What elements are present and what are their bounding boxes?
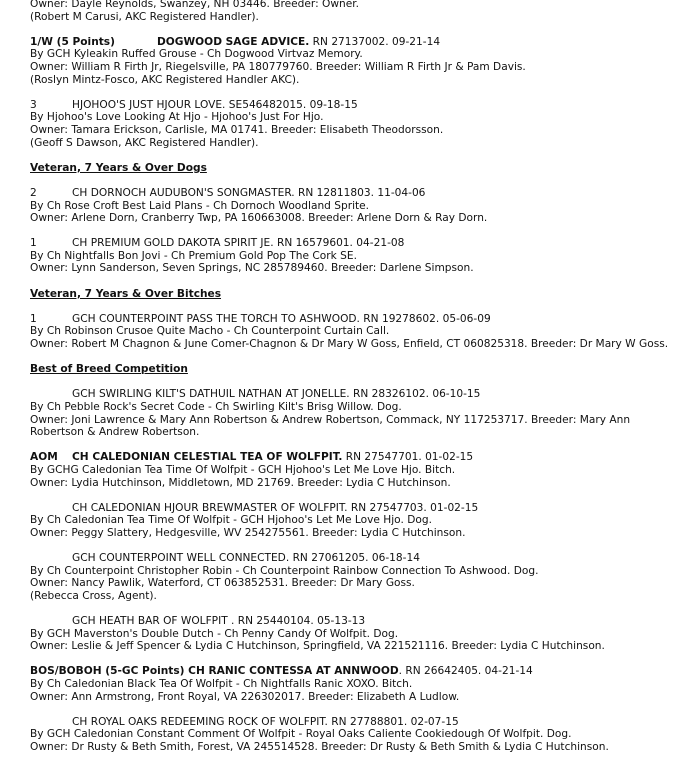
- entry: [30, 615, 695, 653]
- owner-breeder: Owner: Lynn Sanderson, Seven Springs, NC 285789460. Breeder: Darlene Simpson.: [30, 262, 474, 275]
- sire-dam: By GCH Maverston's Double Dutch - Ch Penny Candy Of Wolfpit. Dog.: [30, 627, 399, 640]
- dog-name: GCH HEATH BAR OF WOLFPIT . RN 25440104. 05-13-13: [72, 615, 366, 628]
- entry: [30, 552, 695, 602]
- sire-dam: By Ch Nightfalls Bon Jovi - Ch Premium Gold Pop The Cork SE.: [30, 249, 357, 262]
- dog-name: CH ROYAL OAKS REDEEMING ROCK OF WOLFPIT. RN 27788801. 02-07-15: [72, 715, 459, 728]
- placement: 1: [30, 312, 37, 325]
- section-heading: Best of Breed Competition: [30, 363, 188, 376]
- placement: 1: [30, 237, 37, 250]
- sire-dam: By Ch Caledonian Black Tea Of Wolfpit - Ch Nightfalls Ranic XOXO. Bitch.: [30, 678, 413, 691]
- owner-breeder: Owner: Dr Rusty & Beth Smith, Forest, VA 245514528. Breeder: Dr Rusty & Beth Smith & Lydia C Hutchinson.: [30, 741, 609, 754]
- dog-name: GCH COUNTERPOINT WELL CONNECTED. RN 27061205. 06-18-14: [72, 552, 420, 565]
- dog-name: HJOHOO'S JUST HJOUR LOVE. SE546482015. 09-18-15: [72, 98, 358, 111]
- owner-breeder: Owner: Tamara Erickson, Carlisle, MA 01741. Breeder: Elisabeth Theodorsson.: [30, 123, 444, 136]
- owner-line: Owner: Dayle Reynolds, Swanzey, NH 03446. Breeder: Owner.: [30, 0, 360, 10]
- owner-breeder: Owner: Joni Lawrence & Mary Ann Robertson & Andrew Robertson, Commack, NY 117253717. Breeder: Mary Ann: [30, 413, 631, 426]
- results-document: [30, 0, 695, 754]
- owner-breeder: Owner: Lydia Hutchinson, Middletown, MD 21769. Breeder: Lydia C Hutchinson.: [30, 476, 451, 489]
- dog-name: DOGWOOD SAGE ADVICE.: [157, 35, 310, 48]
- dog-name: BOS/BOBOH (5-GC Points) CH RANIC CONTESSA AT ANNWOOD: [30, 665, 399, 678]
- placement: 2: [30, 186, 37, 199]
- owner-breeder: Owner: Nancy Pawlik, Waterford, CT 063852531. Breeder: Dr Mary Goss.: [30, 577, 415, 590]
- registration: . RN 26642405. 04-21-14: [398, 665, 533, 678]
- owner-breeder: Owner: Peggy Slattery, Hedgesville, WV 254275561. Breeder: Lydia C Hutchinson.: [30, 526, 466, 539]
- registration: RN 27137002. 09-21-14: [309, 35, 441, 48]
- dog-name: GCH SWIRLING KILT'S DATHUIL NATHAN AT JONELLE. RN 28326102. 06-10-15: [72, 388, 481, 401]
- dog-name: CH PREMIUM GOLD DAKOTA SPIRIT JE. RN 16579601. 04-21-08: [72, 237, 405, 250]
- placement: 3: [30, 98, 37, 111]
- owner-breeder: Owner: Robert M Chagnon & June Comer-Chagnon & Dr Mary W Goss, Enfield, CT 060825318. Breeder: Dr Mary W Goss.: [30, 338, 669, 351]
- entry: [30, 716, 695, 754]
- dog-name: CH CALEDONIAN CELESTIAL TEA OF WOLFPIT.: [72, 451, 343, 464]
- sire-dam: By Ch Rose Croft Best Laid Plans - Ch Dornoch Woodland Sprite.: [30, 199, 370, 212]
- dog-name: CH CALEDONIAN HJOUR BREWMASTER OF WOLFPIT. RN 27547703. 01-02-15: [72, 501, 479, 514]
- sire-dam: By Ch Counterpoint Christopher Robin - Ch Counterpoint Rainbow Connection To Ashwood. Dog.: [30, 564, 539, 577]
- section-heading: Veteran, 7 Years & Over Bitches: [30, 287, 222, 300]
- owner-breeder: Owner: William R Firth Jr, Riegelsville, PA 180779760. Breeder: William R Firth Jr & Pam Davis.: [30, 60, 526, 73]
- sire-dam: By GCH Kyleakin Ruffed Grouse - Ch Dogwood Virtvaz Memory.: [30, 48, 363, 61]
- entry: [30, 313, 695, 351]
- placement: 1/W (5 Points): [30, 35, 115, 48]
- entry: [30, 237, 695, 275]
- placement: AOM: [30, 451, 58, 464]
- dog-name: GCH COUNTERPOINT PASS THE TORCH TO ASHWOOD. RN 19278602. 05-06-09: [72, 312, 491, 325]
- section-heading: Veteran, 7 Years & Over Dogs: [30, 161, 207, 174]
- entry: [30, 451, 695, 489]
- sire-dam: By GCHG Caledonian Tea Time Of Wolfpit - GCH Hjohoo's Let Me Love Hjo. Bitch.: [30, 463, 456, 476]
- handler: (Rebecca Cross, Agent).: [30, 589, 157, 602]
- sire-dam: By Ch Caledonian Tea Time Of Wolfpit - GCH Hjohoo's Let Me Love Hjo. Dog.: [30, 514, 432, 527]
- owner-breeder: Owner: Ann Armstrong, Front Royal, VA 226302017. Breeder: Elizabeth A Ludlow.: [30, 690, 460, 703]
- entry: [30, 99, 695, 149]
- sire-dam: By Ch Pebble Rock's Secret Code - Ch Swirling Kilt's Brisg Willow. Dog.: [30, 401, 402, 413]
- owner-breeder: Owner: Arlene Dorn, Cranberry Twp, PA 160663008. Breeder: Arlene Dorn & Ray Dorn.: [30, 212, 488, 225]
- handler: (Roslyn Mintz-Fosco, AKC Registered Handler AKC).: [30, 73, 300, 86]
- owner-breeder: Owner: Leslie & Jeff Spencer & Lydia C Hutchinson, Springfield, VA 221521116. Breeder: Lydia C Hutchinson.: [30, 640, 605, 653]
- sire-dam: By Ch Robinson Crusoe Quite Macho - Ch Counterpoint Curtain Call.: [30, 325, 390, 338]
- entry: [30, 388, 695, 438]
- owner-breeder-cont: Robertson & Andrew Robertson.: [30, 426, 200, 439]
- handler-line: (Robert M Carusi, AKC Registered Handler).: [30, 10, 259, 23]
- sire-dam: By GCH Caledonian Constant Comment Of Wolfpit - Royal Oaks Caliente Cookiedough Of Wolfpit. Dog.: [30, 728, 572, 741]
- registration: RN 27547701. 01-02-15: [342, 451, 474, 464]
- entry: [30, 665, 695, 703]
- dog-name: CH DORNOCH AUDUBON'S SONGMASTER. RN 12811803. 11-04-06: [72, 186, 426, 199]
- sire-dam: By Hjohoo's Love Looking At Hjo - Hjohoo's Just For Hjo.: [30, 111, 324, 124]
- entry: [30, 187, 695, 225]
- entry: [30, 36, 695, 86]
- entry: [30, 502, 695, 540]
- handler: (Geoff S Dawson, AKC Registered Handler).: [30, 136, 259, 149]
